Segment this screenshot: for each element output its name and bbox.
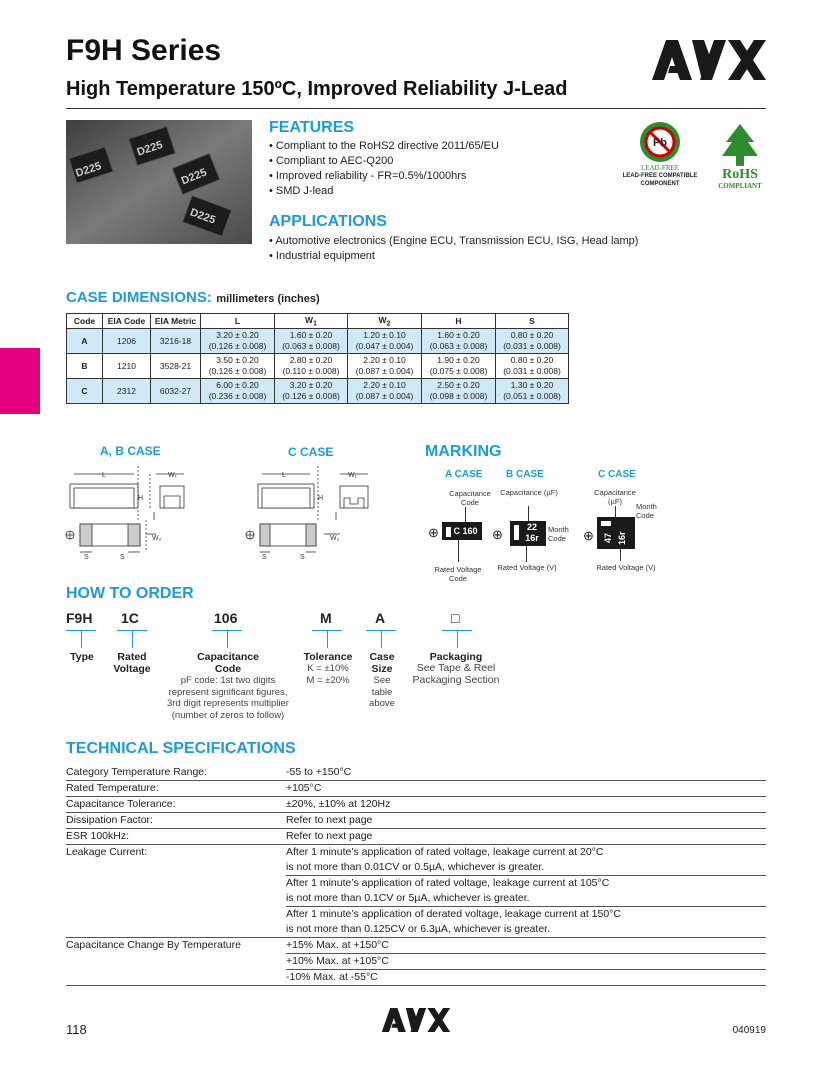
svg-text:S: S [120,554,125,561]
case-dimensions-table: Code EIA Code EIA Metric L $W_1$ $W_2$ H S A 1206 3216-18 3.20 ± 0.20 (0.126 ± 0.008) 1.60 ± 0.20 (0.063 ± 0.008) 1.20 ± 0.10 (0.047 ± 0.004) 1.60 ± 0.20 (0.063 ± 0.008) 0.80 ± 0.20 (0.031 ± 0.008) B 1210 3528-21 3.50 ± 0.20 (0.126 ± 0.008) 2.80 ± 0.20 (0.110 ± 0.008) 2.20 ± 0.10 (0.087 ± 0.004) 1.90 ± 0.20 (0.075 ± 0.008) 0.80 ± 0.20 (0.031 ± 0.008) C 2312 6032-27 6.00 ± 0.20 (0.236 ± 0.008) 3.20 ± 0.20 (0.126 ± 0.008) 2.20 ± 0.10 (0.087 ± 0.004) 2.50 ± 0.20 (0.098 ± 0.008) 1.30 ± 0.20 (0.051 ± 0.008) [66,313,569,404]
application-item: • Automotive electronics (Engine ECU, Transmission ECU, ISG, Head lamp) [269,234,638,249]
avx-logo [652,40,766,80]
order-code-packaging: □ [451,610,460,626]
header-rule [66,108,766,109]
svg-text:H: H [138,495,144,502]
table-row: B 1210 3528-21 3.50 ± 0.20 (0.126 ± 0.008) 2.80 ± 0.20 (0.110 ± 0.008) 2.20 ± 0.10 (0.087 ± 0.004) 1.90 ± 0.20 (0.075 ± 0.008) 0.80 ± 0.20 (0.031 ± 0.008) [67,354,569,379]
svg-text:D225: D225 [188,206,218,227]
case-dimensions-title: CASE DIMENSIONS: millimeters (inches) [66,289,320,306]
polarity-icon: ⊕ [428,525,439,540]
marking-b-chip: 22 16r [510,521,546,546]
page-number: 118 [66,1022,87,1037]
svg-text:L: L [102,472,106,479]
features-heading: FEATURES [269,119,355,136]
marking-heading: MARKING [425,443,502,460]
order-label-case: Case Size See table above [369,651,395,709]
applications-heading: APPLICATIONS [269,213,387,230]
photo-chip-label: D225 [74,160,103,180]
spec-row: ESR 100kHz: Refer to next page [66,829,766,845]
c-case-title: C CASE [288,445,334,459]
document-code: 040919 [732,1025,766,1036]
svg-text:W₂: W₂ [152,535,162,542]
order-code-capacitance: 106 [214,610,238,626]
feature-item: • Compliant to AEC-Q200 [269,154,499,169]
marking-c-case: C CASE [598,469,636,480]
ab-case-drawing [60,462,200,562]
svg-text:W₁: W₁ [348,472,357,479]
feature-item: • Improved reliability - FR=0.5%/1000hrs [269,169,499,184]
spec-row: Dissipation Factor: Refer to next page [66,813,766,829]
svg-text:D225: D225 [179,166,209,188]
avx-footer-logo [380,1008,452,1032]
page-subtitle: High Temperature 150ºC, Improved Reliability J-Lead [66,78,568,100]
spec-row: Capacitance Tolerance: ±20%, ±10% at 120Hz [66,797,766,813]
polarity-icon: ⊕ [583,528,594,543]
feature-item: • SMD J-lead [269,184,499,199]
marking-b-case: B CASE [506,469,544,480]
svg-text:W₁: W₁ [168,472,177,479]
spec-row-leakage: Leakage Current: After 1 minute’s application of rated voltage, leakage current at 20°C is not more than 0.01CV or 0.5µA, whichever is greater. After 1 minute’s application of rated voltage, leakage current at 105°C is not more than 0.1CV or 5µA, whichever is greater. After 1 minute’s application of derated voltage, leakage current at 150°C is not more than 0.125CV or 6.3µA, whichever is greater. [66,845,766,938]
order-code-tolerance: M [320,610,332,626]
order-code-voltage: 1C [121,610,139,626]
svg-text:S: S [262,554,267,561]
spec-row-cap-change: Capacitance Change By Temperature +15% Max. at +150°C +10% Max. at +105°C -10% Max. at -55°C [66,938,766,986]
feature-item: • Compliant to the RoHS2 directive 2011/65/EU [269,139,499,154]
application-item: • Industrial equipment [269,249,638,264]
svg-text:S: S [300,554,305,561]
spec-row: Category Temperature Range: -55 to +150°C [66,765,766,781]
order-code-case: A [375,610,386,626]
tech-specs-table [66,765,766,986]
features-list [269,139,499,199]
page-title: F9H Series [66,34,222,67]
applications-list [269,234,638,264]
how-to-order-heading: HOW TO ORDER [66,585,194,602]
order-label-capacitance: Capacitance Code pF code: 1st two digits represent significant figures, 3rd digit represents multiplier (number of zeros to follow) [167,651,289,721]
order-label-type: Type [70,651,94,663]
product-photo [66,120,252,244]
marking-c-chip: 47 16r [597,517,635,549]
polarity-icon: ⊕ [492,527,503,542]
svg-text:S: S [84,554,89,561]
table-row: C 2312 6032-27 6.00 ± 0.20 (0.236 ± 0.008) 3.20 ± 0.20 (0.126 ± 0.008) 2.20 ± 0.10 (0.087 ± 0.004) 2.50 ± 0.20 (0.098 ± 0.008) 1.30 ± 0.20 (0.051 ± 0.008) [67,379,569,404]
lead-free-badge: Pb LEAD-FREE LEAD-FREE COMPATIBLE COMPONENT [617,120,703,200]
table-row: A 1206 3216-18 3.20 ± 0.20 (0.126 ± 0.008) 1.60 ± 0.20 (0.063 ± 0.008) 1.20 ± 0.10 (0.047 ± 0.004) 1.60 ± 0.20 (0.063 ± 0.008) 0.80 ± 0.20 (0.031 ± 0.008) [67,329,569,354]
svg-text:Pb: Pb [652,137,668,149]
svg-text:L: L [282,472,286,479]
marking-a-case: A CASE [445,469,483,480]
tech-specs-heading: TECHNICAL SPECIFICATIONS [66,740,296,757]
order-code-type: F9H [66,610,93,626]
order-label-tolerance: Tolerance K = ±10% M = ±20% [303,651,353,686]
svg-text:D225: D225 [135,139,165,159]
svg-text:H: H [318,495,324,502]
spec-row: Rated Temperature: +105°C [66,781,766,797]
c-case-drawing [244,462,384,562]
order-label-voltage: Rated Voltage [113,651,151,675]
marking-a-chip: C 160 [442,522,482,540]
svg-text:W₂: W₂ [330,535,340,542]
ab-case-title: A, B CASE [100,444,161,458]
order-label-packaging: Packaging See Tape & Reel Packaging Section [412,651,500,686]
side-tab [0,348,40,414]
rohs-badge: RoHS COMPLIANT [714,124,766,196]
